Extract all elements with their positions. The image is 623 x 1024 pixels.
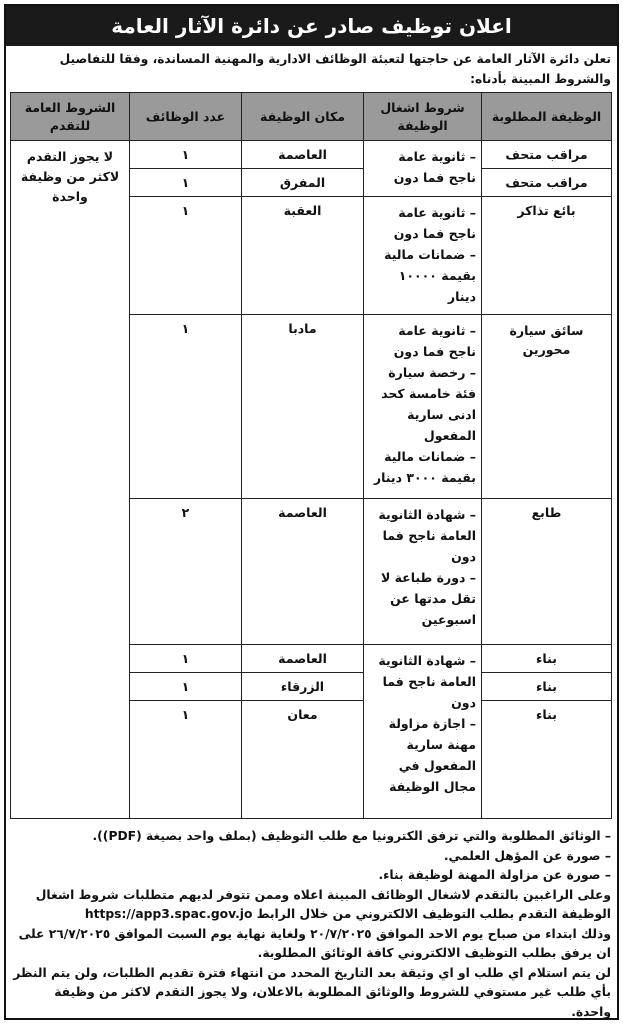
job-count: ١ [130, 141, 242, 169]
table-header-row [11, 93, 612, 141]
notes-section [6, 819, 617, 1022]
header-requirements: شروط اشغال الوظيفة [364, 93, 482, 141]
table-row [11, 141, 612, 169]
requirement-line: – اجازة مزاولة مهنة سارية المفعول في مجال الوظيفة [388, 716, 476, 794]
job-title: بناء [482, 701, 612, 819]
header-job: الوظيفة المطلوبة [482, 93, 612, 141]
intro-paragraph: تعلن دائرة الآثار العامة عن حاجتها لتعبئة الوظائف الادارية والمهنية المساندة، وفقا للتفاصيل والشروط المبينة بأدناه: [59, 52, 611, 86]
job-title: مراقب متحف [482, 169, 612, 197]
job-title: طابع [482, 499, 612, 645]
job-location: معان [242, 701, 364, 819]
job-location: المفرق [242, 169, 364, 197]
job-count: ١ [130, 645, 242, 673]
announcement-title: اعلان توظيف صادر عن دائرة الآثار العامة [6, 6, 617, 46]
header-count: عدد الوظائف [130, 93, 242, 141]
job-title: بناء [482, 673, 612, 701]
note-item: – صورة عن مزاولة المهنة لوظيفة بناء. [378, 868, 611, 882]
job-location: مادبا [242, 315, 364, 499]
job-title: بائع تذاكر [482, 197, 612, 315]
requirement-line: – شهادة الثانوية العامة ناجح فما دون [378, 507, 476, 564]
job-requirements [364, 141, 482, 197]
requirement-line: – شهادة الثانوية العامة ناجح فما دون [378, 653, 476, 710]
requirement-line: – ضمانات مالية بقيمة ١٠٠٠٠ دينار [384, 247, 476, 304]
header-general: الشروط العامة للتقدم [11, 93, 130, 141]
note-item: – الوثائق المطلوبة والتي ترفق الكترونيا مع طلب التوظيف (بملف واحد بصيغة (PDF)). [92, 829, 611, 843]
job-location: العاصمة [242, 499, 364, 645]
job-count: ١ [130, 673, 242, 701]
job-location: الزرقاء [242, 673, 364, 701]
requirement-line: – رخصة سيارة فئة خامسة كحد ادنى سارية المفعول [381, 365, 476, 443]
job-count: ١ [130, 169, 242, 197]
requirement-line: – ثانوية عامة ناجح فما دون [393, 323, 476, 359]
job-location: العاصمة [242, 141, 364, 169]
job-requirements [364, 197, 482, 315]
apply-text: وعلى الراغبين بالتقدم لاشغال الوظائف المبينة اعلاه وممن تتوفر لديهم متطلبات شروط اشغال الوظيفة التقدم بطلب التوظيف الالكتروني من خلال الرابط [35, 887, 611, 921]
job-requirements [364, 499, 482, 645]
job-count: ١ [130, 197, 242, 315]
job-location: العقبة [242, 197, 364, 315]
note-item: – صورة عن المؤهل العلمي. [443, 848, 611, 863]
requirement-line: – ضمانات مالية بقيمة ٣٠٠٠ دينار [373, 449, 476, 485]
header-location: مكان الوظيفة [242, 93, 364, 141]
job-count: ١ [130, 701, 242, 819]
requirement-line: – ثانوية عامة ناجح فما دون [393, 205, 476, 241]
job-title: سائق سيارة محورين [482, 315, 612, 499]
warning-paragraph: لن يتم استلام اي طلب او اي وثيقة بعد التاريخ المحدد من انتهاء فترة تقديم الطلبات، ولن يتم النظر بأي طلب غير مستوفي للشروط والوثائق المطلوبة بالاعلان، ولا يجوز التقدم لاكثر من وظيفة واحدة. [13, 965, 611, 1019]
job-count: ١ [130, 315, 242, 499]
job-requirements [364, 315, 482, 499]
job-location: العاصمة [242, 645, 364, 673]
announcement-frame [4, 4, 619, 1020]
requirement-line: – دورة طباعة لا تقل مدتها عن اسبوعين [380, 570, 476, 627]
apply-paragraph [12, 886, 611, 925]
job-requirements [364, 645, 482, 819]
requirement-line: – ثانوية عامة ناجح فما دون [393, 149, 476, 185]
jobs-table [10, 92, 612, 819]
job-title: مراقب متحف [482, 141, 612, 169]
job-count: ٢ [130, 499, 242, 645]
apply-link[interactable]: https://app3.spac.gov.jo [84, 907, 253, 921]
job-title: بناء [482, 645, 612, 673]
dates-paragraph: وذلك ابتداء من صباح يوم الاحد الموافق ٢٠/٧/٢٠٢٥ ولغاية نهاية يوم السبت الموافق ٢٦/٧/٢٠٢٥ على ان يرفق بطلب التوظيف الالكتروني كافة الوثائق المطلوبة. [18, 926, 611, 960]
general-conditions: لا يجوز التقدم لاكثر من وظيفة واحدة [11, 141, 130, 819]
